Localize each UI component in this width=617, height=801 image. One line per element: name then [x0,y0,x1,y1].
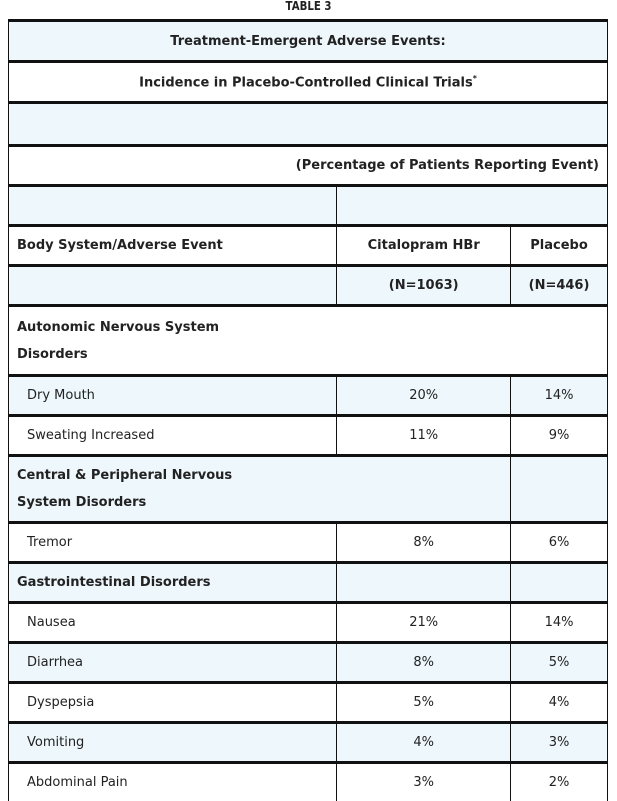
event-name: Dyspepsia [9,683,337,723]
placebo-value: 4% [511,683,608,723]
placebo-value: 14% [511,603,608,643]
event-name: Abdominal Pain [9,763,337,801]
table-title: Treatment-Emergent Adverse Events: [9,21,608,62]
group-header: Gastrointestinal Disorders [9,563,337,603]
header-placebo: Placebo [511,226,608,266]
empty-cell [511,456,608,523]
placebo-value: 5% [511,643,608,683]
table-caption: TABLE 3 [46,0,570,13]
placebo-value: 14% [511,376,608,416]
empty-cell [337,186,608,226]
event-name: Diarrhea [9,643,337,683]
drug-value: 20% [337,376,511,416]
empty-cell [337,563,511,603]
empty-cell [9,186,337,226]
event-name: Nausea [9,603,337,643]
event-name: Vomiting [9,723,337,763]
unit-label: (Percentage of Patients Reporting Event) [9,146,608,186]
event-name: Tremor [9,523,337,563]
drug-value: 21% [337,603,511,643]
table-subtitle: Incidence in Placebo-Controlled Clinical Trials* [9,62,608,103]
placebo-n: (N=446) [511,266,608,306]
event-name: Dry Mouth [9,376,337,416]
empty-cell [511,563,608,603]
group-header: Central & Peripheral Nervous System Disorders [9,456,511,523]
drug-n: (N=1063) [337,266,511,306]
drug-value: 11% [337,416,511,456]
placebo-value: 2% [511,763,608,801]
group-header: Autonomic Nervous System Disorders [9,306,608,376]
drug-value: 8% [337,523,511,563]
placebo-value: 9% [511,416,608,456]
empty-row [9,103,608,146]
drug-value: 8% [337,643,511,683]
drug-value: 3% [337,763,511,801]
event-name: Sweating Increased [9,416,337,456]
drug-value: 4% [337,723,511,763]
placebo-value: 3% [511,723,608,763]
placebo-value: 6% [511,523,608,563]
drug-value: 5% [337,683,511,723]
header-drug: Citalopram HBr [337,226,511,266]
adverse-events-table [8,19,608,801]
header-event: Body System/Adverse Event [9,226,337,266]
empty-cell [9,266,337,306]
